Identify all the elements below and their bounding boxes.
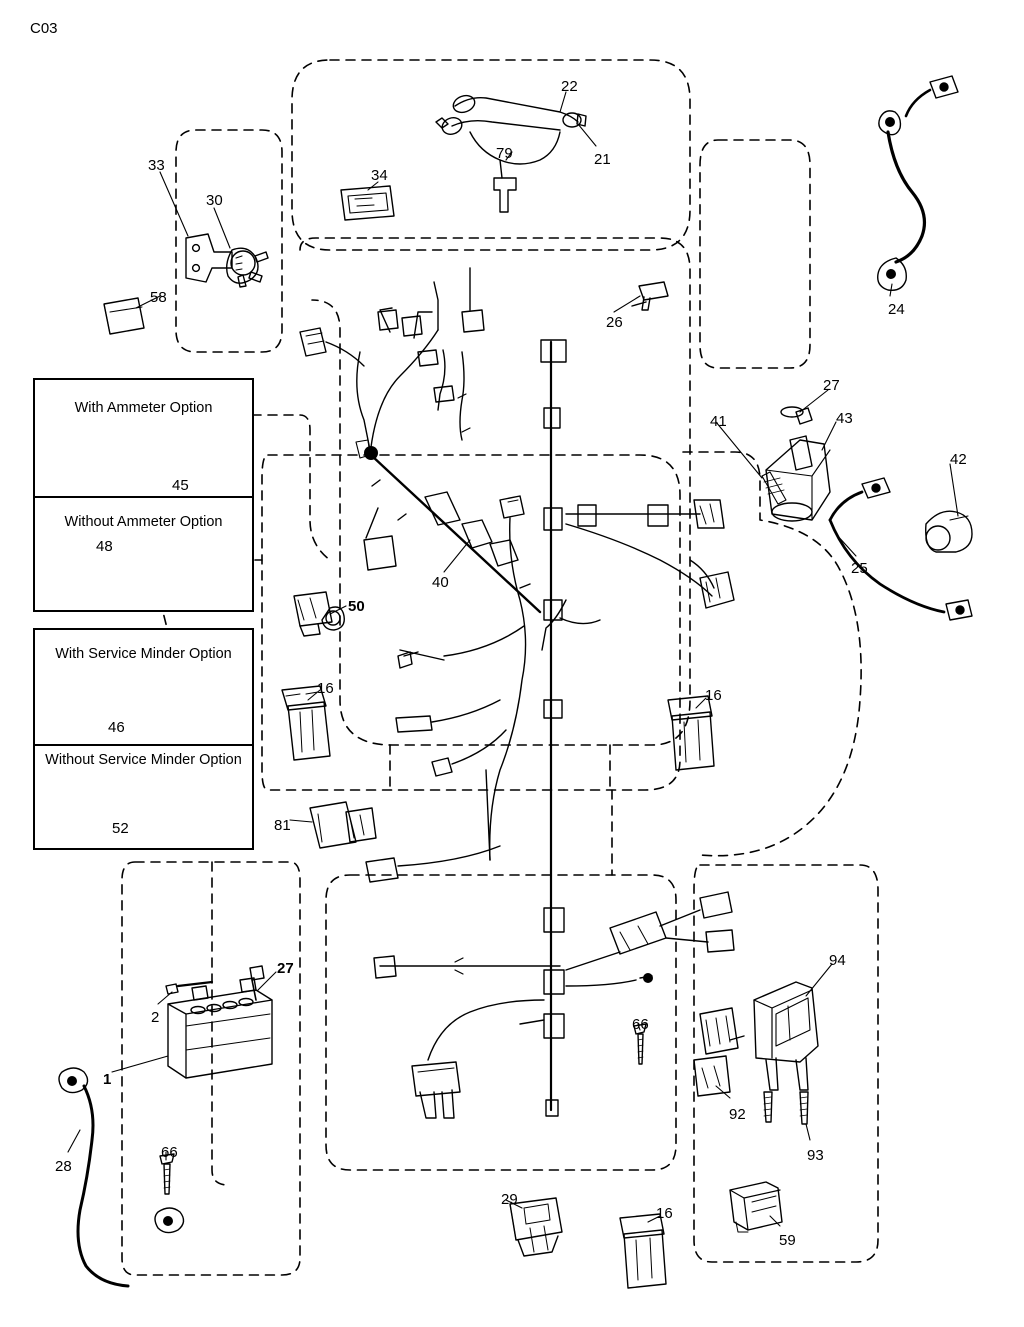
panel-divider [35, 496, 252, 498]
callout-27: 27 [277, 960, 294, 977]
callout-33: 33 [148, 157, 165, 174]
callout-59: 59 [779, 1232, 796, 1249]
callout-43: 43 [836, 410, 853, 427]
callout-28: 28 [55, 1158, 72, 1175]
callout-50: 50 [348, 598, 365, 615]
callout-2: 2 [151, 1009, 160, 1026]
panel-divider [35, 744, 252, 746]
callout-30: 30 [206, 192, 223, 209]
callout-40: 40 [432, 574, 449, 591]
option-title-without-service-minder: Without Service Minder Option [45, 752, 242, 768]
callout-46: 46 [108, 719, 125, 736]
callout-1: 1 [103, 1071, 112, 1088]
callout-92: 92 [729, 1106, 746, 1123]
callout-93: 93 [807, 1147, 824, 1164]
option-title-with-ammeter: With Ammeter Option [74, 400, 213, 416]
callout-45: 45 [172, 477, 189, 494]
ammeter-option-panel [33, 378, 254, 612]
option-title-without-ammeter: Without Ammeter Option [64, 514, 223, 530]
sheet-code: C03 [30, 20, 58, 37]
callout-24: 24 [888, 301, 905, 318]
callout-22: 22 [561, 78, 578, 95]
callout-29: 29 [501, 1191, 518, 1208]
callout-25: 25 [851, 560, 868, 577]
callout-79: 79 [496, 145, 513, 162]
callout-48: 48 [96, 538, 113, 555]
callout-66: 66 [161, 1144, 178, 1161]
callout-26: 26 [606, 314, 623, 331]
callout-16: 16 [705, 687, 722, 704]
callout-41: 41 [710, 413, 727, 430]
callout-34: 34 [371, 167, 388, 184]
callout-94: 94 [829, 952, 846, 969]
callout-16: 16 [656, 1205, 673, 1222]
callout-81: 81 [274, 817, 291, 834]
callout-58: 58 [150, 289, 167, 306]
callout-16: 16 [317, 680, 334, 697]
callout-52: 52 [112, 820, 129, 837]
callout-27: 27 [823, 377, 840, 394]
callout-21: 21 [594, 151, 611, 168]
service-minder-option-panel [33, 628, 254, 850]
callout-66: 66 [632, 1016, 649, 1033]
callout-42: 42 [950, 451, 967, 468]
option-title-with-service-minder: With Service Minder Option [55, 646, 232, 662]
